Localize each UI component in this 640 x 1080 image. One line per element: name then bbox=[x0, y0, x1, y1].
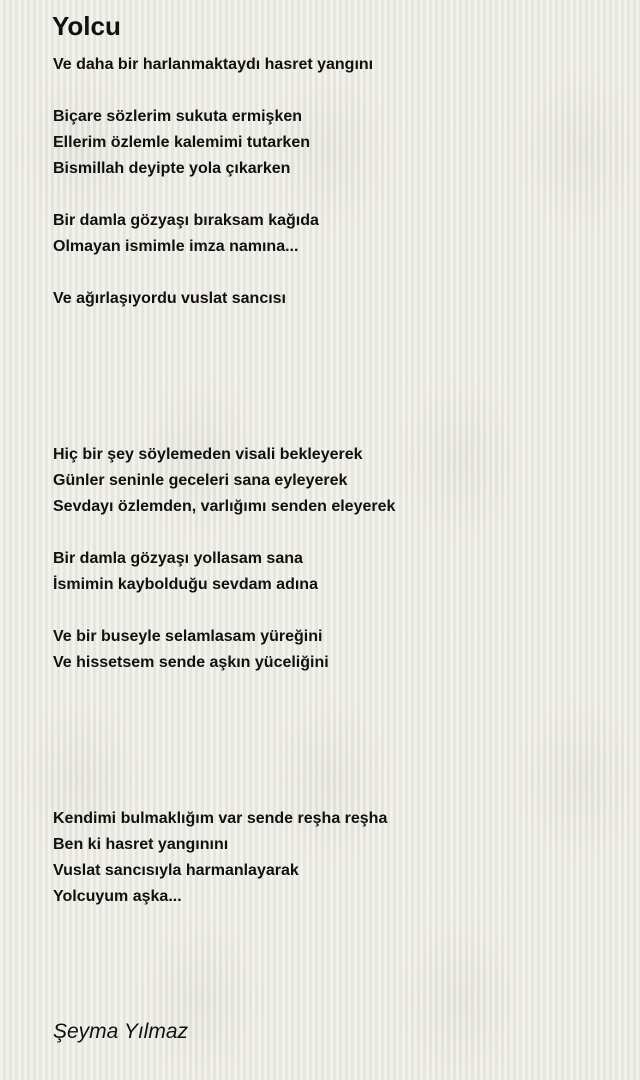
poem-line: Hiç bir şey söylemeden visali bekleyerek bbox=[53, 446, 363, 463]
stanza bbox=[53, 546, 613, 598]
poem-author: Şeyma Yılmaz bbox=[53, 1020, 188, 1043]
poem-line: Olmayan ismimle imza namına... bbox=[53, 238, 299, 255]
poem-line: Sevdayı özlemden, varlığımı senden eleyerek bbox=[53, 498, 396, 515]
poem-line: Ve bir buseyle selamlasam yüreğini bbox=[53, 628, 323, 645]
stanza bbox=[53, 52, 613, 78]
poem-line: Kendimi bulmaklığım var sende reşha reşha bbox=[53, 810, 388, 827]
poem-line: Bismillah deyipte yola çıkarken bbox=[53, 160, 291, 177]
poem-line: Ellerim özlemle kalemimi tutarken bbox=[53, 134, 310, 151]
stanza bbox=[53, 208, 613, 260]
poem-line: Ve hissetsem sende aşkın yüceliğini bbox=[53, 654, 329, 671]
poem-title: Yolcu bbox=[52, 11, 121, 41]
poem-body bbox=[53, 52, 613, 936]
poem-line: Ve daha bir harlanmaktaydı hasret yangını bbox=[53, 56, 374, 73]
poem-line: Yolcuyum aşka... bbox=[53, 888, 182, 905]
poem-line: Vuslat sancısıyla harmanlayarak bbox=[53, 862, 299, 879]
stanza bbox=[53, 104, 613, 182]
stanza bbox=[53, 286, 613, 312]
poem-line: Bir damla gözyaşı bıraksam kağıda bbox=[53, 212, 319, 229]
poem-line: İsmimin kaybolduğu sevdam adına bbox=[53, 576, 318, 593]
poem-line: Ben ki hasret yangınını bbox=[53, 836, 229, 853]
stanza bbox=[53, 806, 613, 910]
poem-line: Günler seninle geceleri sana eyleyerek bbox=[53, 472, 348, 489]
stanza bbox=[53, 624, 613, 676]
poem-line: Bir damla gözyaşı yollasam sana bbox=[53, 550, 303, 567]
poem-line: Ve ağırlaşıyordu vuslat sancısı bbox=[53, 290, 286, 307]
stanza bbox=[53, 442, 613, 520]
poem-line: Biçare sözlerim sukuta ermişken bbox=[53, 108, 303, 125]
